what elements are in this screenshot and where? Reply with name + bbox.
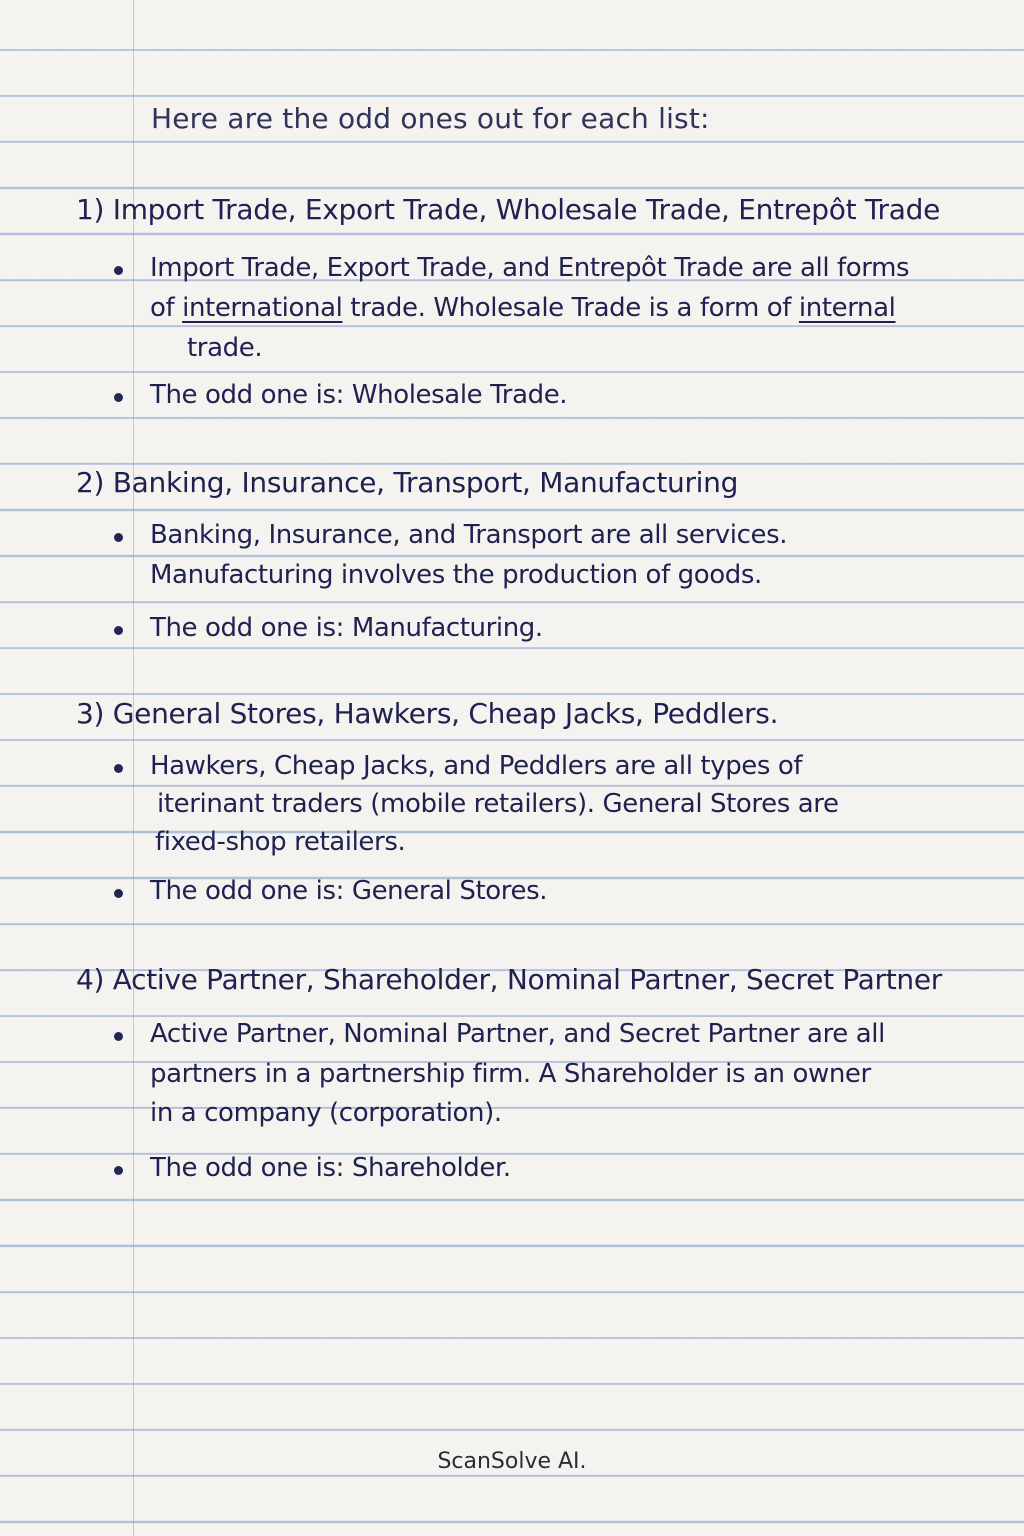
q3-explanation-line3: fixed-shop retailers.: [155, 827, 406, 857]
q1-bullet-2: [114, 393, 123, 402]
q2-explanation-line1: Banking, Insurance, and Transport are all services.: [150, 520, 788, 550]
margin-line: [133, 0, 134, 1536]
q1-exp-part-a: of: [150, 293, 183, 323]
q3-bullet-2: [114, 889, 123, 898]
q3-explanation-line1: Hawkers, Cheap Jacks, and Peddlers are all types of: [150, 751, 803, 781]
q4-explanation-line1: Active Partner, Nominal Partner, and Secret Partner are all: [150, 1019, 885, 1049]
q2-explanation-line2: Manufacturing involves the production of goods.: [150, 560, 762, 590]
q1-answer: The odd one is: Wholesale Trade.: [150, 380, 568, 410]
q1-heading: 1) Import Trade, Export Trade, Wholesale Trade, Entrepôt Trade: [76, 193, 941, 226]
q4-bullet-1: [114, 1032, 123, 1041]
q1-explanation-line1: Import Trade, Export Trade, and Entrepôt Trade are all forms: [150, 253, 910, 283]
q2-bullet-1: [114, 533, 123, 542]
q4-explanation-line2: partners in a partnership firm. A Shareholder is an owner: [150, 1059, 871, 1089]
q1-explanation-line3: trade.: [187, 333, 263, 363]
q3-answer: The odd one is: General Stores.: [150, 876, 548, 906]
q4-heading: 4) Active Partner, Shareholder, Nominal Partner, Secret Partner: [76, 963, 943, 996]
q1-exp-part-c: trade. Wholesale Trade is a form of: [342, 293, 799, 323]
q4-bullet-2: [114, 1166, 123, 1175]
q2-bullet-2: [114, 626, 123, 635]
q2-heading: 2) Banking, Insurance, Transport, Manufacturing: [76, 466, 739, 499]
q2-answer: The odd one is: Manufacturing.: [150, 613, 543, 643]
q1-underlined-international: international: [182, 293, 343, 323]
footer-watermark: ScanSolve AI.: [437, 1449, 587, 1474]
q4-explanation-line3: in a company (corporation).: [150, 1098, 502, 1128]
q3-heading: 3) General Stores, Hawkers, Cheap Jacks, Peddlers.: [76, 697, 779, 730]
q3-explanation-line2: iterinant traders (mobile retailers). General Stores are: [157, 789, 839, 819]
q1-explanation-line2: [150, 293, 895, 323]
q1-bullet-1: [114, 266, 123, 275]
intro-text: Here are the odd ones out for each list:: [151, 102, 710, 135]
q4-answer: The odd one is: Shareholder.: [150, 1153, 511, 1183]
q1-underlined-internal: internal: [798, 293, 896, 323]
q3-bullet-1: [114, 764, 123, 773]
